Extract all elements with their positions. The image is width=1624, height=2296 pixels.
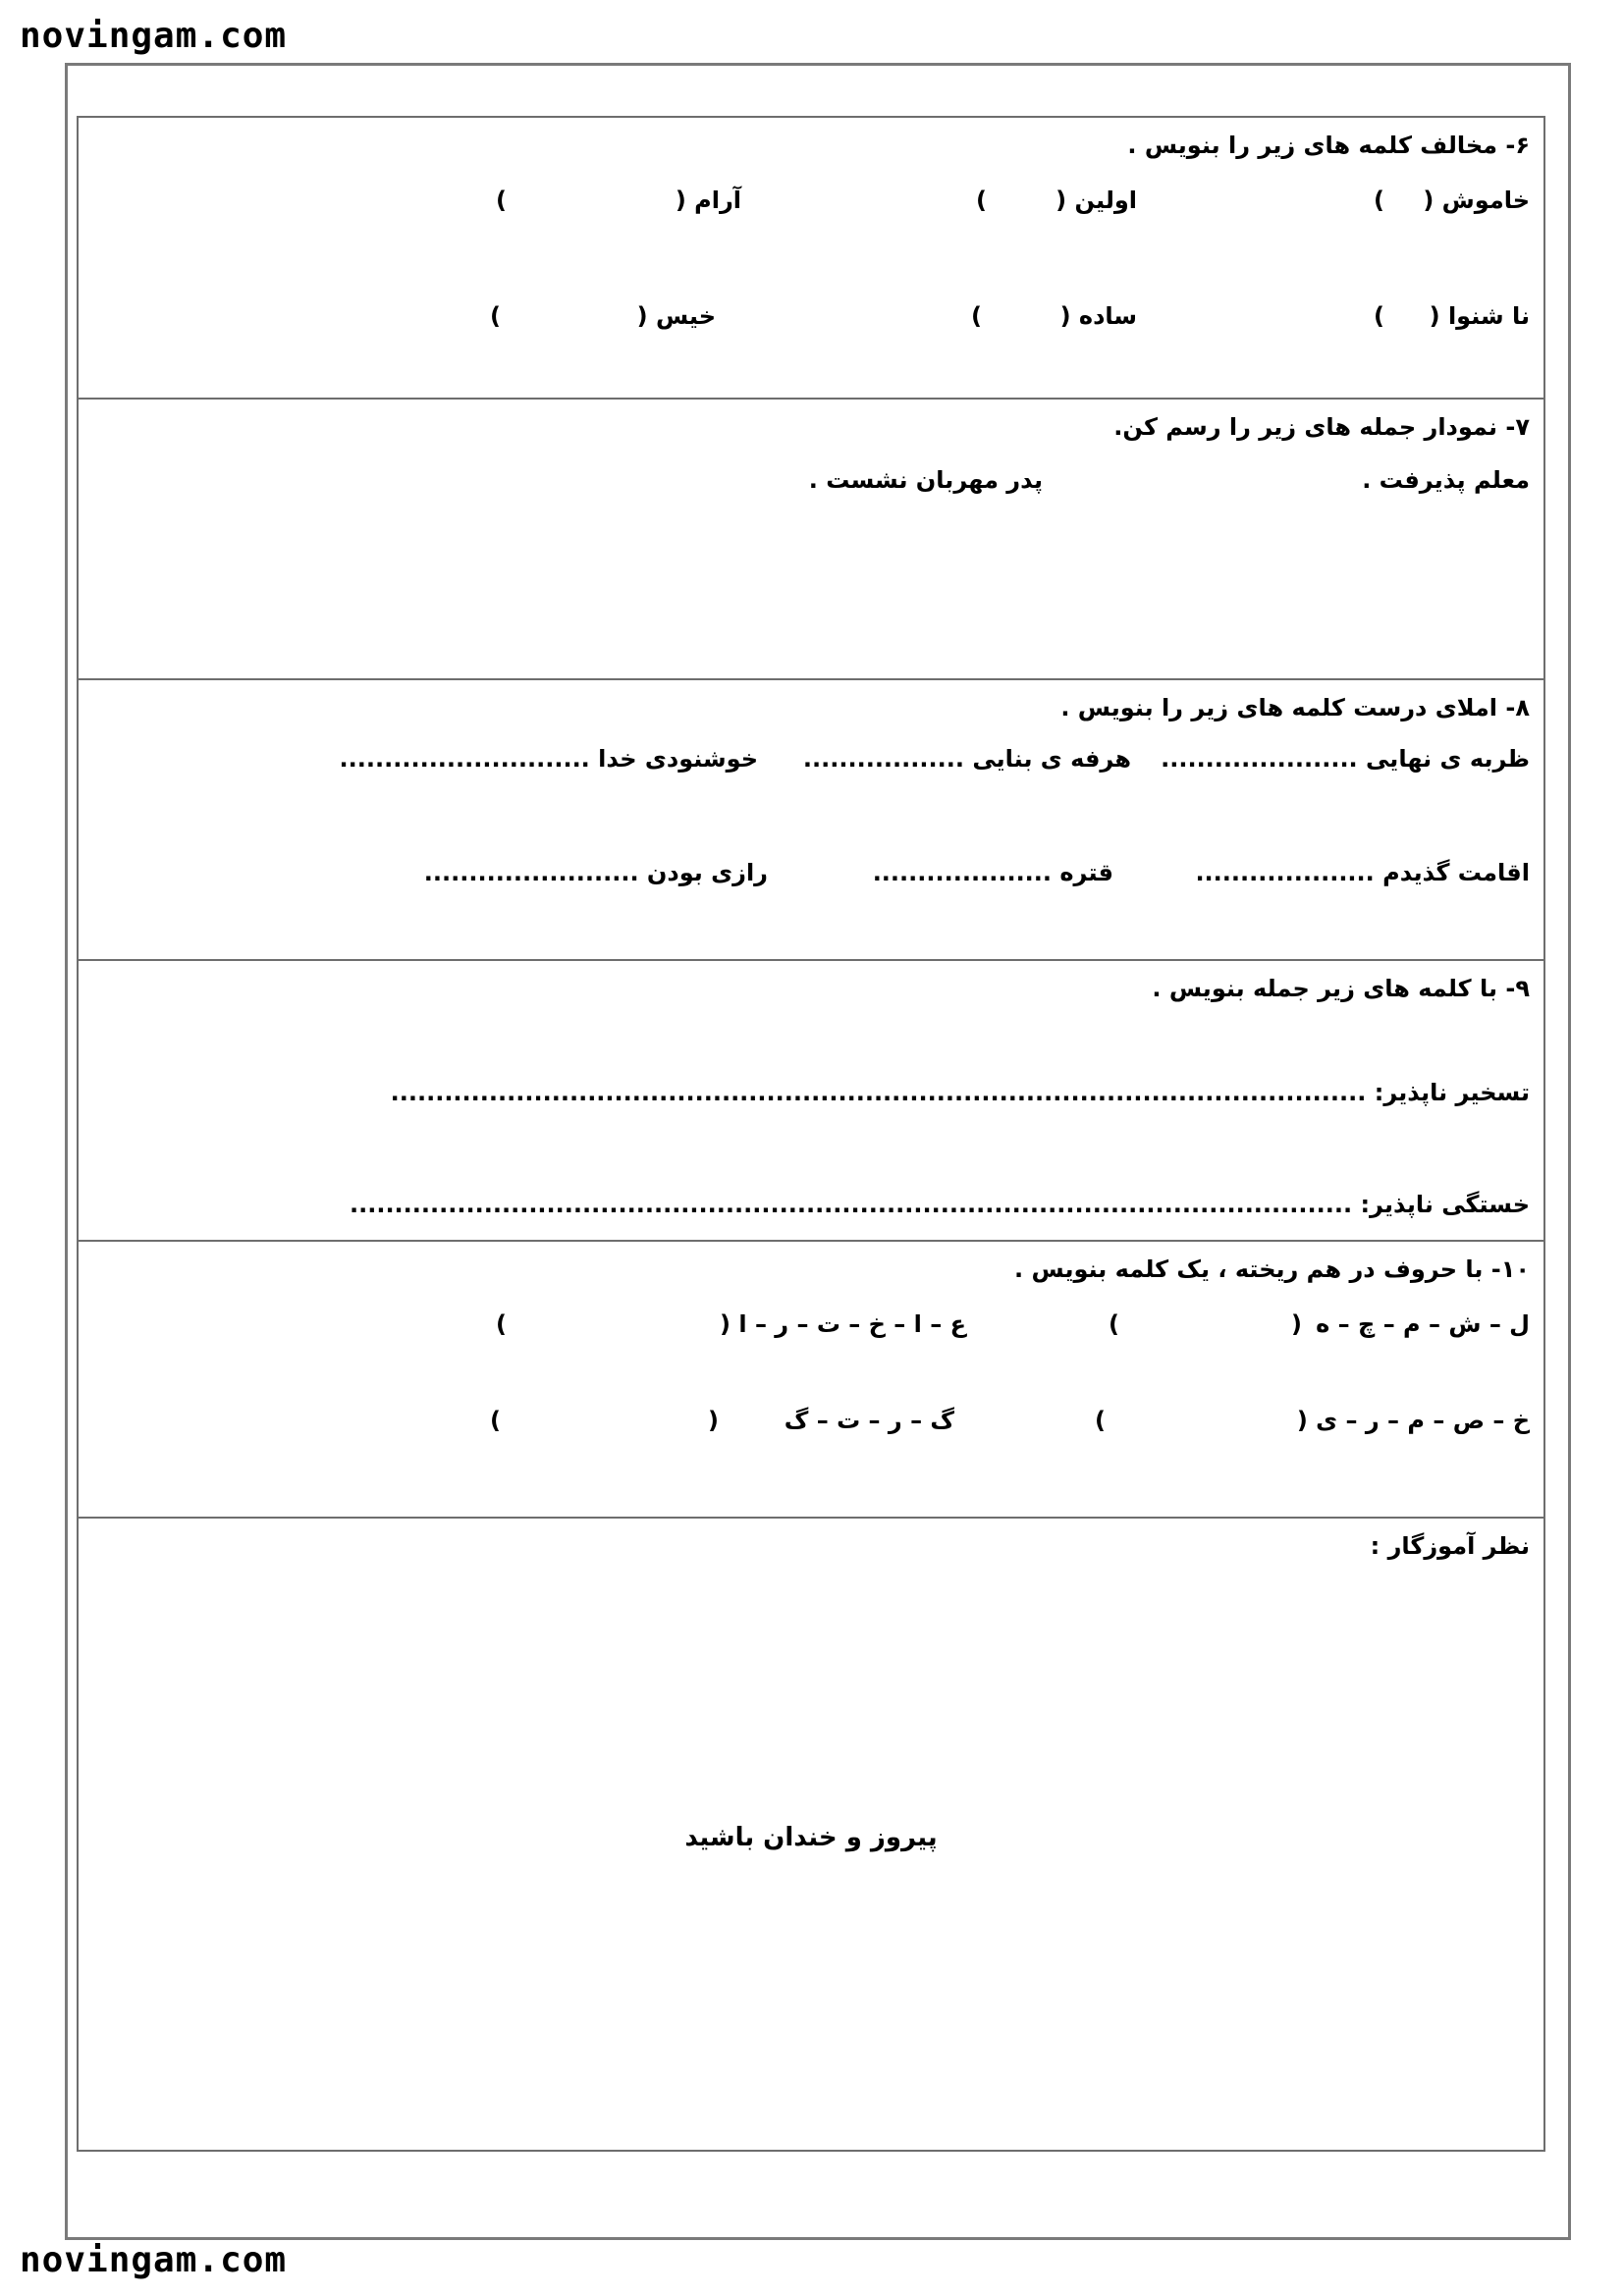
q10-paren-close-4: ) [490, 1407, 501, 1434]
question-7-section [79, 400, 1543, 680]
q8-item-6: رازی بودن ........................ [423, 859, 768, 886]
question-8-section [79, 680, 1543, 961]
q9-line-2: خستگی ناپذیر: ................................................................................................................ [349, 1191, 1530, 1218]
q6-paren-6: ) [490, 302, 501, 330]
q7-sentence-2: پدر مهربان نشست . [808, 466, 1043, 494]
q10-scramble-4: گ – ر – ت – گ [784, 1407, 954, 1434]
q6-item-1: خاموش ( [1423, 187, 1530, 214]
q8-item-4: اقامت گذیدم .................... [1195, 859, 1530, 886]
watermark-top: novingam.com [20, 16, 288, 56]
question-9-section [79, 961, 1543, 1242]
teacher-comment-label: نظر آموزگار : [1370, 1532, 1530, 1560]
worksheet-table [77, 116, 1545, 2152]
q8-item-5: قتره .................... [872, 859, 1113, 886]
q8-item-3: خوشنودی خدا ............................ [339, 745, 758, 773]
q6-item-6: خیس ( [636, 302, 716, 330]
q6-item-2: اولین ( [1056, 187, 1137, 214]
q6-paren-5: ) [971, 302, 982, 330]
q8-item-1: ظربه ی نهایی ...................... [1161, 745, 1530, 773]
q10-scramble-1: ل – ش – م – چ – ه [1316, 1310, 1530, 1338]
q6-paren-1: ) [1374, 187, 1384, 214]
q10-paren-close-2: ) [496, 1310, 507, 1338]
closing-message: پیروز و خندان باشید [684, 1823, 938, 1852]
q6-paren-3: ) [496, 187, 507, 214]
question-8-title: ۸- املای درست کلمه های زیر را بنویس . [1060, 694, 1530, 721]
q10-scramble-2: ع – ا – خ – ت – ر – ا ( [720, 1310, 966, 1338]
teacher-comment-section [79, 1519, 1543, 2150]
question-9-title: ۹- با کلمه های زیر جمله بنویس . [1152, 975, 1530, 1002]
q6-paren-2: ) [976, 187, 987, 214]
watermark-bottom: novingam.com [20, 2240, 288, 2280]
question-7-title: ۷- نمودار جمله های زیر را رسم کن. [1113, 413, 1530, 441]
question-10-title: ۱۰- با حروف در هم ریخته ، یک کلمه بنویس . [1014, 1255, 1530, 1283]
q8-item-2: هرفه ی بنایی .................. [802, 745, 1131, 773]
question-10-section [79, 1242, 1543, 1519]
question-6-title: ۶- مخالف کلمه های زیر را بنویس . [1127, 132, 1530, 159]
q6-item-4: نا شنوا ( [1429, 302, 1530, 330]
q9-line-1: تسخیر ناپذیر: ............................................................................................................. [390, 1079, 1530, 1106]
q10-paren-close-3: ) [1095, 1407, 1106, 1434]
q6-item-5: ساده ( [1059, 302, 1137, 330]
question-6-section [79, 118, 1543, 400]
q6-item-3: آرام ( [675, 187, 741, 214]
q7-sentence-1: معلم پذیرفت . [1362, 466, 1530, 494]
q6-paren-4: ) [1374, 302, 1384, 330]
q10-paren-open-4: ( [708, 1407, 719, 1434]
q10-scramble-3: خ – ص – م – ر – ی ( [1296, 1407, 1530, 1434]
q10-paren-open-1: ( [1291, 1310, 1302, 1338]
q10-paren-close-1: ) [1109, 1310, 1119, 1338]
